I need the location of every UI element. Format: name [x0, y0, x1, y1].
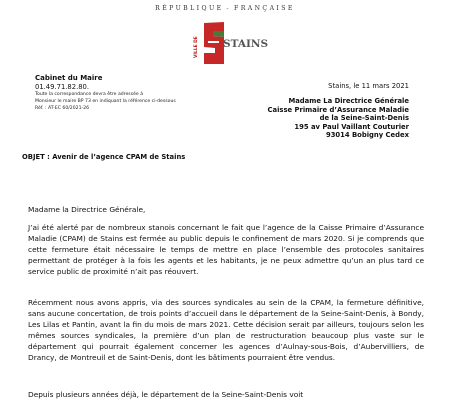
stains-logo: [194, 20, 270, 66]
body-paragraph-1: [28, 222, 424, 277]
republic-right: FRANÇAISE: [234, 5, 295, 12]
letter-date: Stains, le 11 mars 2021: [328, 82, 409, 90]
reference: Réf. : AT-EC 60/2021-26: [35, 106, 90, 112]
correspondence-note-2: Monsieur le maire BP 73 en indiquant la référence ci-dessous: [35, 99, 176, 105]
recipient-line-1: Madame La Directrice Générale: [288, 97, 409, 105]
paragraph-text: Depuis plusieurs années déjà, le département de la Seine-Saint-Denis voit: [28, 390, 304, 399]
recipient-line-2: Caisse Primaire d’Assurance Maladie: [267, 105, 409, 114]
recipient-line-5: 93014 Bobigny Cedex: [325, 131, 409, 140]
republic-separator: -: [226, 5, 231, 12]
logo-name: STAINS: [223, 38, 269, 50]
recipient-block: [268, 97, 409, 140]
body-paragraph-3: [28, 389, 424, 400]
paragraph-text: J’ai été alerté par de nombreux stanois concernant le fait que l’agence de la Caisse Primaire d’Assurance Maladie (CPAM) de Stains est fermée au public depuis le confinement de mars 2020. Si je comprends que cette fermeture était nécessaire le temps de mettre en place l’ensemble des protocoles sanitaires permettant de protéger à la fois les agents et les habitants, je ne peux admettre qu’un an plus tard ce service public de proximité n’ait pas réouvert.: [28, 223, 424, 276]
cabinet-title: Cabinet du Maire: [35, 74, 103, 82]
republic-header: [0, 5, 450, 12]
paragraph-text: Récemment nous avons appris, via des sources syndicales au sein de la CPAM, la fermeture définitive, sans aucune concertation, de trois points d’accueil dans le département de la Seine-Saint-Denis, à Bondy, Les Lilas et Pantin, avant la fin du mois de mars 2021. Cette décision serait par ailleurs, toujours selon les mêmes sources syndicales, la première d’un plan de restructuration beaucoup plus vaste sur le département qui pourrait également concerner les agences d’Aulnay-sous-Bois, d’Aubervilliers, de Drancy, de Montreuil et de Saint-Denis, dont les bâtiments pourraient être vendus.: [28, 298, 424, 362]
correspondence-note-1: Toute la correspondance devra être adressée à: [35, 92, 144, 97]
salutation: Madame la Directrice Générale,: [28, 205, 146, 214]
recipient-line-4: 195 av Paul Vaillant Couturier: [294, 122, 409, 131]
logo-ville-de: VILLE DE: [194, 36, 199, 58]
letter-object: OBJET : Avenir de l’agence CPAM de Stains: [22, 153, 186, 161]
republic-left: RÉPUBLIQUE: [155, 5, 224, 12]
body-paragraph-2: [28, 297, 424, 363]
recipient-line-3: de la Seine-Saint-Denis: [319, 114, 409, 123]
cabinet-phone: 01.49.71.82.80.: [35, 83, 90, 91]
sender-block: [35, 74, 205, 113]
